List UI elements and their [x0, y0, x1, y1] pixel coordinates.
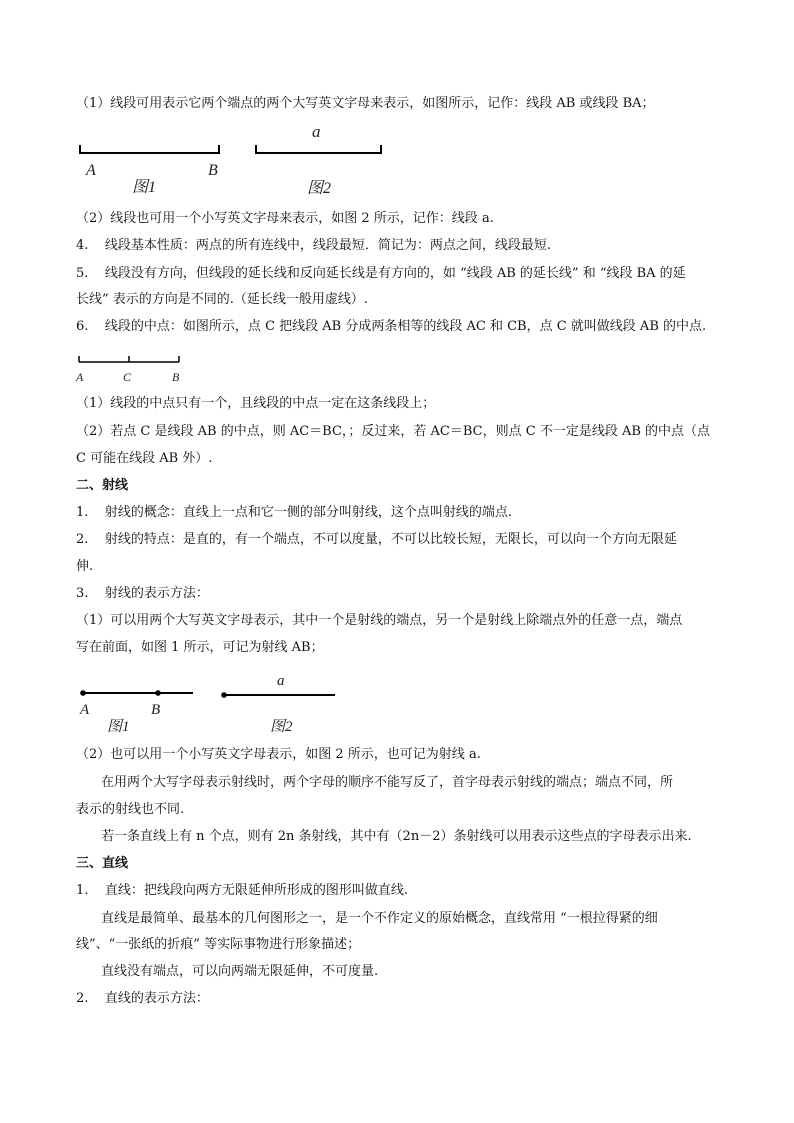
paragraph-text: （1）可以用两个大写英文字母表示，其中一个是射线的端点，另一个是射线上除端点外的任意一点，端点 — [76, 613, 683, 628]
paragraph-text: （2）也可以用一个小写英文字母表示，如图 2 所示，也可记为射线 a. — [76, 747, 481, 762]
paragraph-text: 长线” 表示的方向是不同的.（延长线一般用虚线）. — [76, 292, 369, 307]
paragraph-text: （1）线段的中点只有一个，且线段的中点一定在这条线段上； — [76, 396, 436, 411]
segment-ab-line — [80, 145, 219, 153]
paragraph-text: （2）若点 C 是线段 AB 的中点，则 AC＝BC，；反过来，若 AC＝BC，则点 C 不一定是线段 AB 的中点（点 — [76, 424, 711, 439]
ray-label-a: a — [277, 673, 285, 689]
ray-point-b — [155, 690, 161, 696]
paragraph-text: 若一条直线上有 n 个点，则有 2n 条射线，其中有（2n－2）条射线可以用表示这些点的字母表示出来. — [101, 829, 692, 844]
paragraph-text: 6. 线段的中点：如图所示，点 C 把线段 AB 分成两条相等的线段 AC 和 CB，点 C 就叫做线段 AB 的中点. — [76, 319, 707, 334]
ray-label-B: B — [151, 702, 161, 718]
segment-a-line — [256, 145, 381, 153]
paragraph-text: 表示的射线也不同. — [76, 802, 185, 817]
paragraph-text: 5. 线段没有方向，但线段的延长线和反向延长线是有方向的，如 “线段 AB 的延长线” 和 “线段 BA 的延 — [76, 266, 686, 281]
segment-label-a: a — [312, 122, 321, 141]
paragraph-text: 2. 射线的特点：是直的，有一个端点，不可以度量，不可以比较长短，无限长，可以向一个方向无限延 — [76, 532, 677, 547]
paragraph-text: 1. 射线的概念：直线上一点和它一侧的部分叫射线，这个点叫射线的端点. — [76, 505, 513, 520]
midpoint-label-B: B — [172, 370, 180, 384]
paragraph-text: 1. 直线：把线段向两方无限延伸所形成的图形叫做直线. — [76, 883, 409, 898]
midpoint-label-C: C — [123, 370, 132, 384]
paragraph-text: 伸. — [76, 559, 94, 574]
paragraph-text: 写在前面，如图 1 所示，可记为射线 AB； — [76, 640, 324, 655]
ray-fig2-caption: 图2 — [270, 719, 293, 735]
paragraph-text: 4. 线段基本性质：两点的所有连线中，线段最短．简记为：两点之间，线段最短. — [76, 238, 552, 253]
paragraph-text: 3. 射线的表示方法： — [76, 586, 209, 601]
segment-fig2-caption: 图2 — [307, 180, 332, 197]
paragraph-text: 直线没有端点，可以向两端无限延伸，不可度量. — [101, 964, 379, 979]
paragraph-text: 在用两个大写字母表示射线时，两个字母的顺序不能写反了，首字母表示射线的端点；端点不同，所 — [101, 775, 674, 790]
paragraph-text: 2. 直线的表示方法： — [76, 991, 209, 1006]
paragraph-text: 直线是最简单、最基本的几何图形之一，是一个不作定义的原始概念，直线常用 “一根拉得紧的细 — [101, 911, 658, 926]
paragraph-text: C 可能在线段 AB 外）. — [76, 451, 213, 466]
midpoint-label-A: A — [76, 370, 84, 384]
segment-label-A: A — [86, 162, 96, 179]
ray-fig1-caption: 图1 — [107, 719, 130, 735]
paragraph-text: （2）线段也可用一个小写英文字母来表示，如图 2 所示，记作：线段 a. — [76, 211, 494, 226]
segment-label-B: B — [208, 162, 218, 179]
section-heading: 三、直线 — [76, 856, 129, 871]
segment-fig1-caption: 图1 — [132, 179, 157, 196]
ray-point-a-endpoint — [221, 692, 227, 698]
paragraph-text: 线”、“一张纸的折痕” 等实际事物进行形象描述； — [76, 937, 361, 952]
section-heading: 二、射线 — [76, 478, 129, 493]
paragraph-text: （1）线段可用表示它两个端点的两个大写英文字母来表示，如图所示，记作：线段 AB 或线段 BA； — [76, 96, 655, 111]
ray-point-a — [80, 690, 86, 696]
ray-label-A: A — [80, 702, 90, 718]
